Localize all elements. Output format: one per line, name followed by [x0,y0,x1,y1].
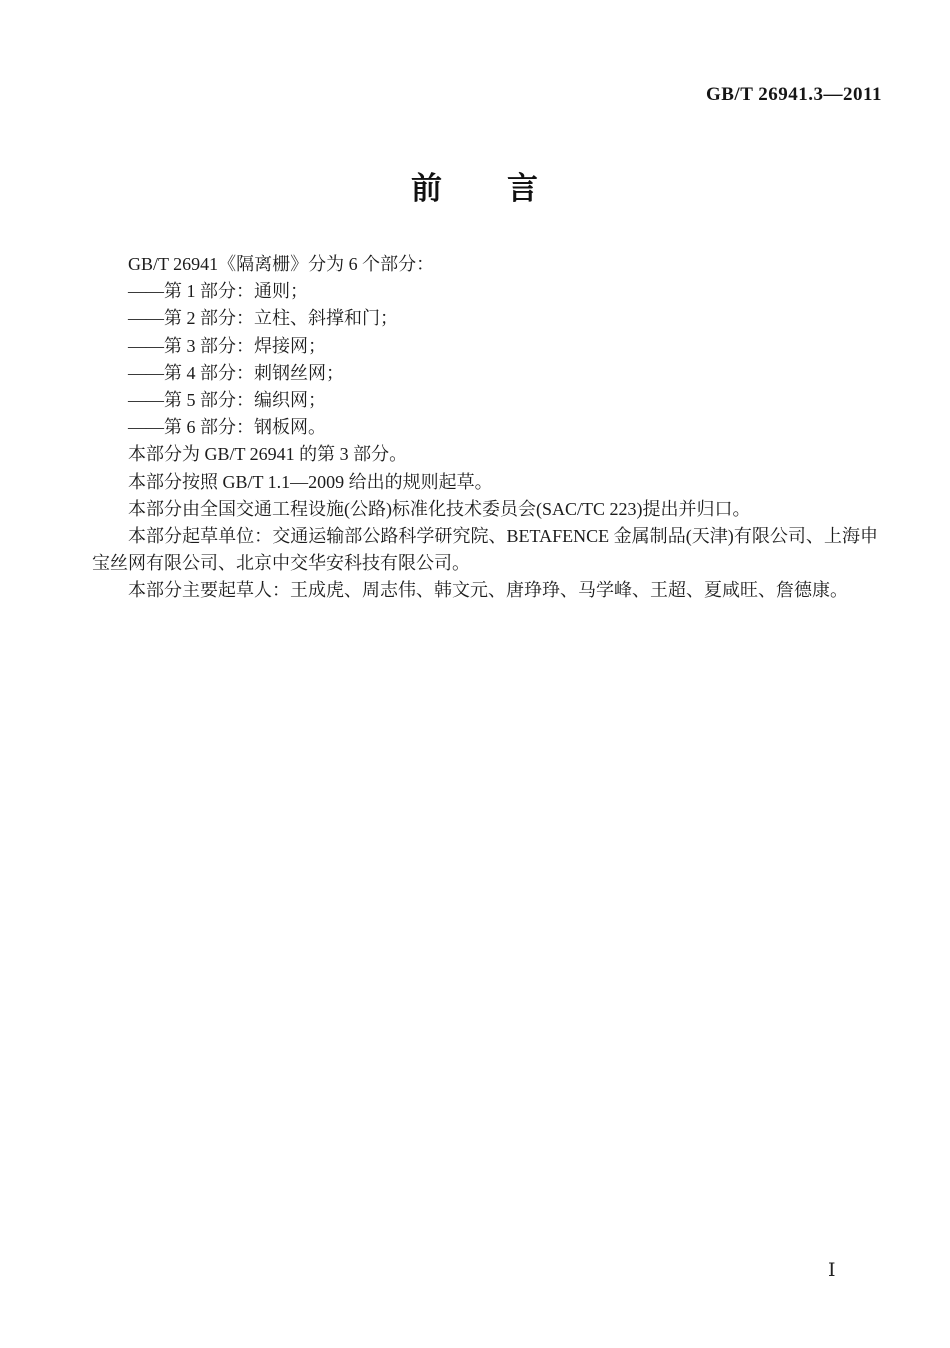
foreword-paragraph: 本部分主要起草人：王成虎、周志伟、韩文元、唐琤琤、马学峰、王超、夏咸旺、詹德康。 [128,580,848,601]
foreword-part-item: ——第 6 部分：钢板网。 [128,417,326,438]
foreword-part-item: ——第 4 部分：刺钢丝网； [128,362,344,383]
foreword-part-item: ——第 3 部分：焊接网； [128,335,326,356]
foreword-body [92,251,878,605]
foreword-paragraph: 本部分由全国交通工程设施(公路)标准化技术委员会(SAC/TC 223)提出并归口。 [128,498,751,519]
foreword-paragraph: 本部分起草单位：交通运输部公路科学研究院、BETAFENCE 金属制品(天津)有限公司、上海申宝丝网有限公司、北京中交华安科技有限公司。 [92,526,878,574]
foreword-part-item: ——第 5 部分：编织网； [128,390,326,411]
foreword-intro: GB/T 26941《隔离栅》分为 6 个部分： [128,254,435,274]
standard-code-header: GB/T 26941.3—2011 [705,84,882,105]
page-title: 前 言 [411,171,539,206]
foreword-paragraph: 本部分按照 GB/T 1.1—2009 给出的规则起草。 [128,471,493,492]
foreword-paragraph: 本部分为 GB/T 26941 的第 3 部分。 [128,444,408,465]
foreword-part-item: ——第 2 部分：立柱、斜撑和门； [128,308,398,329]
foreword-part-item: ——第 1 部分：通则； [128,281,308,302]
page-number: Ⅰ [828,1260,836,1281]
